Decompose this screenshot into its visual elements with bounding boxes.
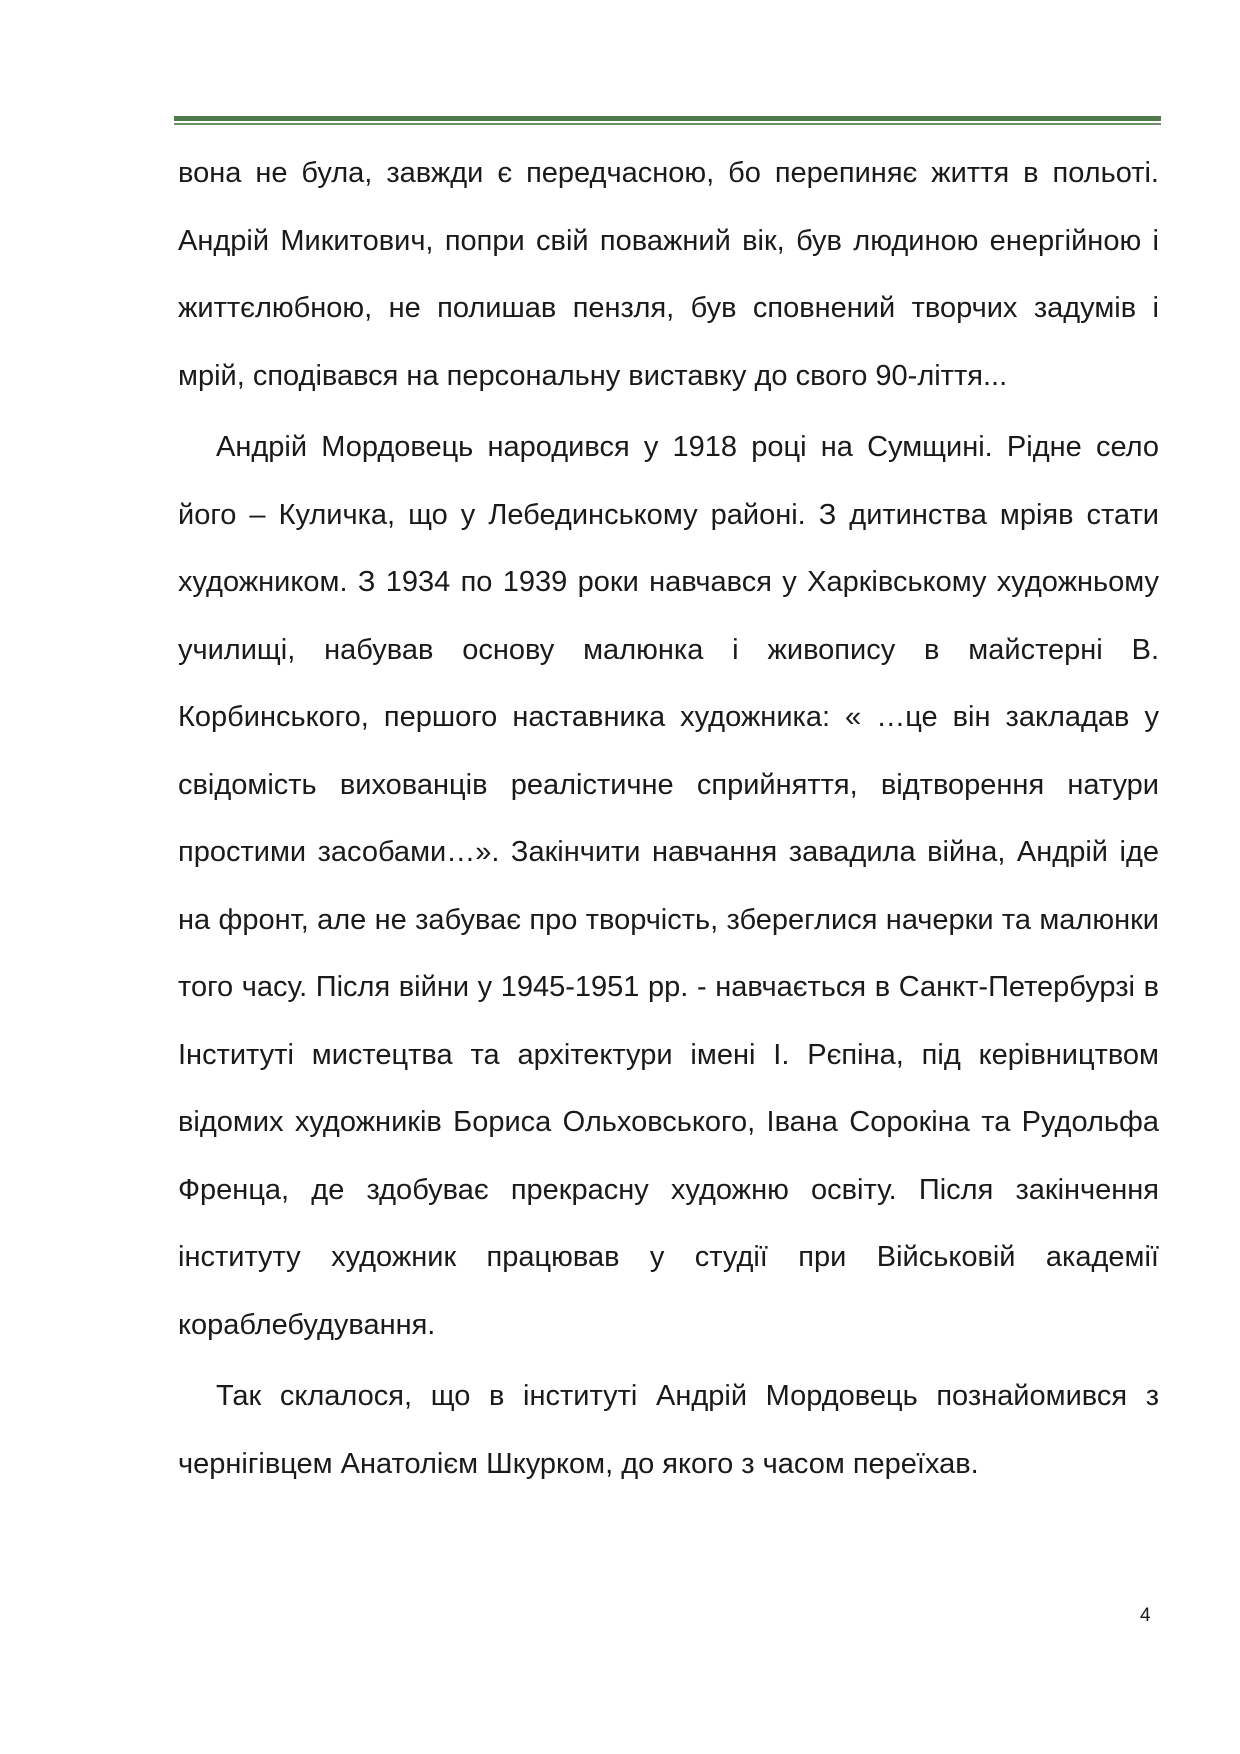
paragraph-3: Так склалося, що в інституті Андрій Мордовець познайомився з чернігівцем Анатолієм Шкурком, до якого з часом переїхав. — [178, 1380, 1159, 1480]
header-rule — [174, 116, 1161, 125]
header-rule-thick-line — [174, 116, 1161, 121]
paragraph-2: Андрій Мордовець народився у 1918 році на Сумщині. Рідне село його – Куличка, що у Лебединському районі. З дитинства мріяв стати художником. З 1934 по 1939 роки навчався у Харківському художньому училищі, набував основу малюнка і живопису в майстерні В. Корбинського, першого наставника художника: « …це він закладав у свідомість вихованців реалістичне сприйняття, відтворення натури простими засобами…». Закінчити навчання завадила війна, Андрій іде на фронт, але не забуває про творчість, збереглися начерки та малюнки того часу. Після війни у 1945-1951 рр. - навчається в Санкт-Петербурзі в Інституті мистецтва та архітектури імені І. Рєпіна, під керівництвом відомих художників Бориса Ольховського, Івана Сорокіна та Рудольфа Френца, де здобуває прекрасну художню освіту. Після закінчення інституту художник працював у студії при Військовій академії кораблебудування. — [178, 431, 1159, 1341]
paragraph-1: вона не була, завжди є передчасною, бо перепиняє життя в польоті. Андрій Микитович, попри свій поважний вік, був людиною енергійною і життєлюбною, не полишав пензля, був сповнений творчих задумів і мрій, сподівався на персональну виставку до свого 90-ліття... — [178, 157, 1159, 392]
body-text — [178, 140, 1159, 1498]
page-number: 4 — [1140, 1605, 1151, 1626]
header-rule-thin-line — [174, 123, 1161, 125]
